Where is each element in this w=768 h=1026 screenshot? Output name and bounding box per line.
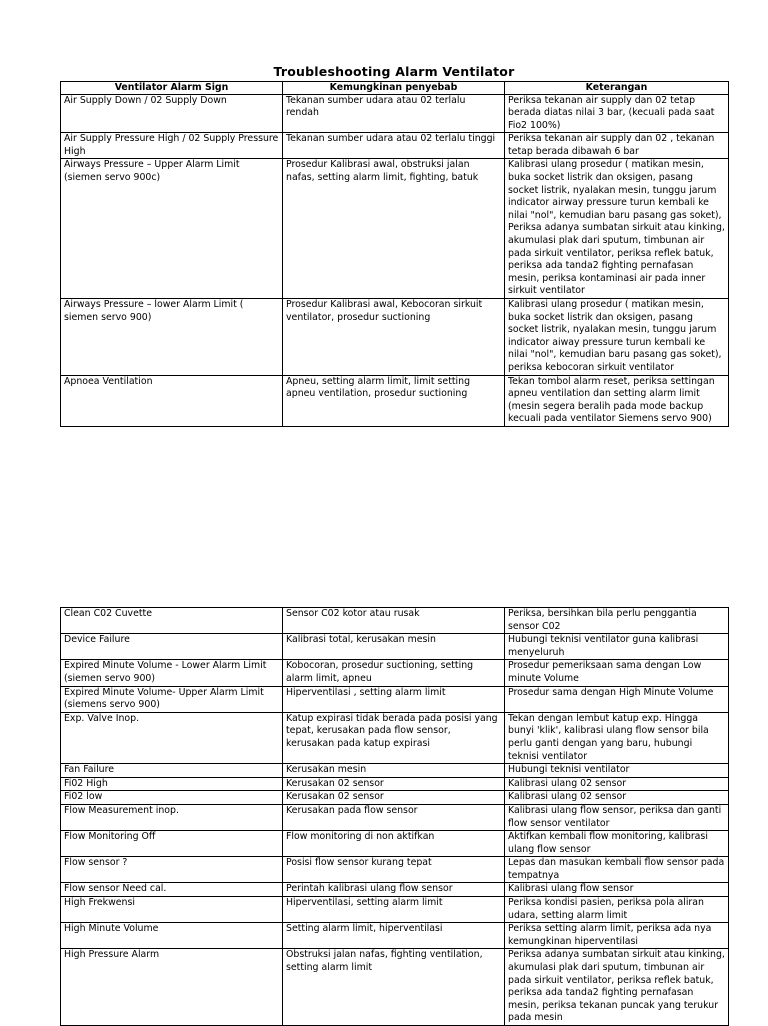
header-cause: Kemungkinan penyebab: [283, 82, 505, 95]
notes-cell: Periksa, bersihkan bila perlu penggantia sensor C02: [505, 608, 729, 634]
alarm-sign-cell: Clean C02 Cuvette: [61, 608, 283, 634]
alarm-sign-cell: Flow Measurement inop.: [61, 804, 283, 830]
notes-cell: Aktifkan kembali flow monitoring, kalibrasi ulang flow sensor: [505, 831, 729, 857]
cause-cell: Obstruksi jalan nafas, fighting ventilation, setting alarm limit: [283, 949, 505, 1026]
alarm-sign-cell: High Minute Volume: [61, 923, 283, 949]
cause-cell: Prosedur Kalibrasi awal, Kebocoran sirkuit ventilator, prosedur suctioning: [283, 299, 505, 376]
cause-cell: Posisi flow sensor kurang tepat: [283, 857, 505, 883]
table-row: [61, 777, 729, 791]
table-row: [61, 133, 729, 159]
cause-cell: Hiperventilasi, setting alarm limit: [283, 897, 505, 923]
header-alarm-sign: Ventilator Alarm Sign: [61, 82, 283, 95]
alarm-table-2: [60, 607, 729, 1026]
alarm-table-1: [60, 81, 729, 427]
table-row: [61, 634, 729, 660]
alarm-sign-cell: Air Supply Pressure High / 02 Supply Pressure High: [61, 133, 283, 159]
notes-cell: Hubungi teknisi ventilator: [505, 764, 729, 778]
table-row: [61, 831, 729, 857]
notes-cell: Kalibrasi ulang flow sensor: [505, 883, 729, 897]
cause-cell: Kobocoran, prosedur suctioning, setting alarm limit, apneu: [283, 660, 505, 686]
table-row: [61, 857, 729, 883]
table-row: [61, 375, 729, 426]
notes-cell: Periksa kondisi pasien, periksa pola aliran udara, setting alarm limit: [505, 897, 729, 923]
cause-cell: Kalibrasi total, kerusakan mesin: [283, 634, 505, 660]
cause-cell: Flow monitoring di non aktifkan: [283, 831, 505, 857]
notes-cell: Kalibrasi ulang 02 sensor: [505, 777, 729, 791]
table-row: [61, 764, 729, 778]
cause-cell: Kerusakan pada flow sensor: [283, 804, 505, 830]
cause-cell: Tekanan sumber udara atau 02 terlalu tinggi: [283, 133, 505, 159]
cause-cell: Hiperventilasi , setting alarm limit: [283, 686, 505, 712]
notes-cell: Tekan tombol alarm reset, periksa settingan apneu ventilation dan setting alarm limit (mesin segera beralih pada mode backup kecuali pada ventilator Siemens servo 900): [505, 375, 729, 426]
alarm-sign-cell: Apnoea Ventilation: [61, 375, 283, 426]
alarm-sign-cell: Flow sensor Need cal.: [61, 883, 283, 897]
notes-cell: Kalibrasi ulang prosedur ( matikan mesin, buka socket listrik dan oksigen, pasang socket listrik, nyalakan mesin, tunggu jarum indicator aiway pressure turun kembali ke nilai "nol", kemudian baru pasang gas soket), periksa kebocoran sirkuit ventilator: [505, 299, 729, 376]
alarm-sign-cell: Exp. Valve Inop.: [61, 712, 283, 763]
alarm-sign-cell: Flow sensor ?: [61, 857, 283, 883]
notes-cell: Periksa adanya sumbatan sirkuit atau kinking, akumulasi plak dari sputum, timbunan air pada sirkuit ventilator, periksa reflek batuk, periksa ada tanda2 fighting pernafasan mesin, periksa tekanan puncak yang terukur pada mesin: [505, 949, 729, 1026]
cause-cell: Setting alarm limit, hiperventilasi: [283, 923, 505, 949]
notes-cell: Prosedur sama dengan High Minute Volume: [505, 686, 729, 712]
notes-cell: Prosedur pemeriksaan sama dengan Low minute Volume: [505, 660, 729, 686]
notes-cell: Hubungi teknisi ventilator guna kalibrasi menyeluruh: [505, 634, 729, 660]
notes-cell: Kalibrasi ulang 02 sensor: [505, 791, 729, 805]
table-row: [61, 159, 729, 299]
cause-cell: Kerusakan 02 sensor: [283, 791, 505, 805]
notes-cell: Lepas dan masukan kembali flow sensor pada tempatnya: [505, 857, 729, 883]
cause-cell: Apneu, setting alarm limit, limit setting apneu ventilation, prosedur suctioning: [283, 375, 505, 426]
table-row: [61, 299, 729, 376]
table-row: [61, 94, 729, 133]
table-row: [61, 804, 729, 830]
table-row: [61, 897, 729, 923]
cause-cell: Perintah kalibrasi ulang flow sensor: [283, 883, 505, 897]
table-row: [61, 791, 729, 805]
notes-cell: Periksa setting alarm limit, periksa ada nya kemungkinan hiperventilasi: [505, 923, 729, 949]
table-row: [61, 923, 729, 949]
header-notes: Keterangan: [505, 82, 729, 95]
cause-cell: Prosedur Kalibrasi awal, obstruksi jalan nafas, setting alarm limit, fighting, batuk: [283, 159, 505, 299]
cause-cell: Tekanan sumber udara atau 02 terlalu rendah: [283, 94, 505, 133]
alarm-sign-cell: High Frekwensi: [61, 897, 283, 923]
cause-cell: Sensor C02 kotor atau rusak: [283, 608, 505, 634]
notes-cell: Kalibrasi ulang prosedur ( matikan mesin, buka socket listrik dan oksigen, pasang socket listrik, nyalakan mesin, tunggu jarum indicator airway pressure turun kembali ke nilai "nol", kemudian baru pasang gas soket), Periksa adanya sumbatan sirkuit atau kinking, akumulasi plak dari sputum, timbunan air pada sirkuit ventilator, periksa reflek batuk, periksa ada tanda2 fighting pernafasan mesin, periksa kontaminasi air pada inner sirkuit ventilator: [505, 159, 729, 299]
alarm-sign-cell: Flow Monitoring Off: [61, 831, 283, 857]
alarm-sign-cell: Device Failure: [61, 634, 283, 660]
table-row: [61, 608, 729, 634]
cause-cell: Katup expirasi tidak berada pada posisi yang tepat, kerusakan pada flow sensor, kerusakan pada katup expirasi: [283, 712, 505, 763]
table-row: [61, 949, 729, 1026]
page-title: Troubleshooting Alarm Ventilator: [273, 64, 515, 79]
alarm-sign-cell: Fi02 low: [61, 791, 283, 805]
table-row: [61, 686, 729, 712]
notes-cell: Periksa tekanan air supply dan 02 , tekanan tetap berada dibawah 6 bar: [505, 133, 729, 159]
table-row: [61, 883, 729, 897]
cause-cell: Kerusakan 02 sensor: [283, 777, 505, 791]
notes-cell: Periksa tekanan air supply dan 02 tetap berada diatas nilai 3 bar, (kecuali pada saat Fio2 100%): [505, 94, 729, 133]
alarm-sign-cell: Air Supply Down / 02 Supply Down: [61, 94, 283, 133]
alarm-sign-cell: Fan Failure: [61, 764, 283, 778]
alarm-sign-cell: Expired Minute Volume- Upper Alarm Limit (siemens servo 900): [61, 686, 283, 712]
alarm-sign-cell: Airways Pressure – lower Alarm Limit ( siemen servo 900): [61, 299, 283, 376]
cause-cell: Kerusakan mesin: [283, 764, 505, 778]
table-row: [61, 712, 729, 763]
alarm-sign-cell: Fi02 High: [61, 777, 283, 791]
alarm-sign-cell: Expired Minute Volume - Lower Alarm Limit (siemen servo 900): [61, 660, 283, 686]
table-row: [61, 660, 729, 686]
notes-cell: Kalibrasi ulang flow sensor, periksa dan ganti flow sensor ventilator: [505, 804, 729, 830]
table-header-row: [61, 82, 729, 95]
alarm-sign-cell: High Pressure Alarm: [61, 949, 283, 1026]
notes-cell: Tekan dengan lembut katup exp. Hingga bunyi 'klik', kalibrasi ulang flow sensor bila perlu ganti dengan yang baru, hubungi teknisi ventilator: [505, 712, 729, 763]
alarm-sign-cell: Airways Pressure – Upper Alarm Limit (siemen servo 900c): [61, 159, 283, 299]
